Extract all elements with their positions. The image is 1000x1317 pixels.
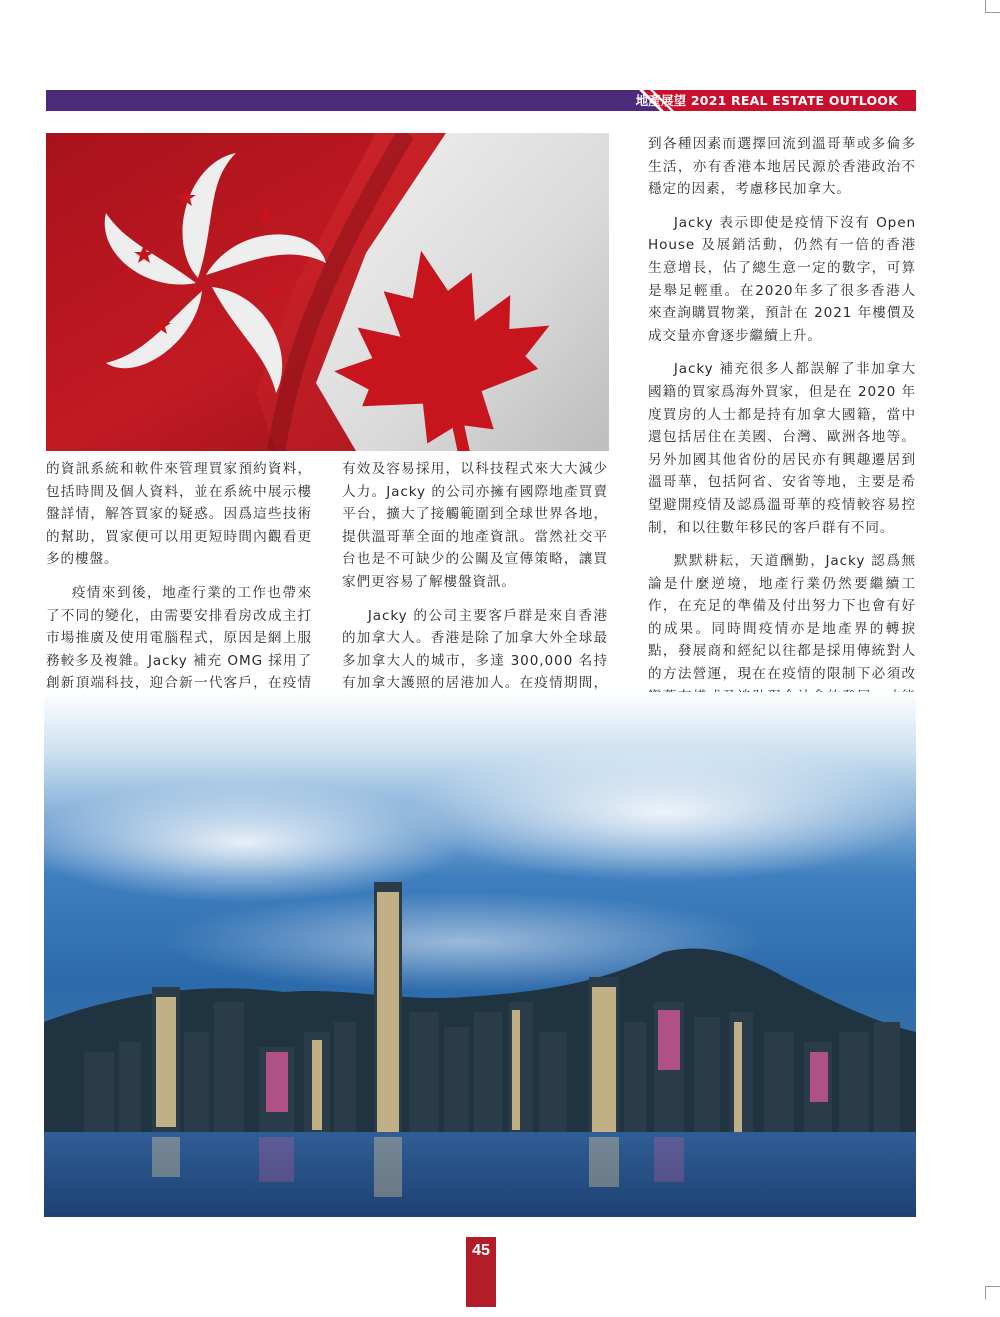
text-column-1 xyxy=(46,458,312,729)
header-title: 地產展望 2021 REAL ESTATE OUTLOOK xyxy=(635,93,898,108)
paragraph: Jacky 的公司主要客戶群是來自香港的加拿大人。香港是除了加拿大外全球最多加拿大人的城市，多達 300,000 名持有加拿大護照的居港加人。在疫情期間， xyxy=(342,607,608,692)
header-bar xyxy=(46,90,916,111)
paragraph: Jacky 表示即使是疫情下沒有 Open House 及展銷活動，仍然有一倍的香港生意增長，佔了總生意一定的數字，可算是舉足輕重。在2020年多了很多香港人來查詢購買物業，預計在 2021 年樓價及成交量亦會逐步繼續上升。 xyxy=(648,214,916,344)
paragraph: 的資訊系統和軟件來管理買家預約資料，包括時間及個人資料，並在系統中展示樓盤詳情，解答買家的疑惑。因爲這些技術的幫助，買家便可以用更短時間內觀看更多的樓盤。 xyxy=(46,461,312,568)
crop-mark-bottom-right xyxy=(985,1286,1000,1299)
paragraph: 到各種因素而選擇回流到溫哥華或多倫多生活，亦有香港本地居民源於香港政治不穩定的因素，考慮移民加拿大。 xyxy=(648,136,916,198)
page-number: 45 xyxy=(466,1237,496,1307)
crop-mark-top-right xyxy=(985,0,1000,13)
paragraph: 默默耕耘，天道酬勤，Jacky 認爲無論是什麼逆境，地產行業仍然要繼續工作，在充足的準備及付出努力下也會有好的成果。同時間疫情亦是地產界的轉捩點，發展商和經紀以往都是採用傳統對人的方法營運，現在在疫情的限制下必須改 xyxy=(648,553,916,683)
paragraph: 有效及容易採用，以科技程式來大大減少人力。Jacky 的公司亦擁有國際地產買賣平台，擴大了接觸範圍到全球世界各地，提供溫哥華全面的地產資訊。當然社交平台也是不可缺少的公關及宣傳策略，讓買家們更容易了解樓盤資訊。 xyxy=(342,461,608,590)
paragraph: 疫情來到後，地產行業的工作也帶來了不同的變化，由需要安排看房改成主打市場推廣及使用電腦程式，原因是網上服務較多及複雜。Jacky 補充 OMG 採用了創新頂端科技，迎合新一代客戶，在疫情 xyxy=(46,584,312,692)
text-column-3 xyxy=(648,133,916,742)
paragraph: Jacky 補充很多人都誤解了非加拿大國籍的買家爲海外買家，但是在 2020 年度買房的人士都是持有加拿大國籍，當中還包括居住在美國、台灣、歐洲各地等。另外加國其他省份的居民亦有興趣遷居到溫哥華，包括阿省、安省等地，主要是希望避開疫情及認爲溫哥華的疫情較容易控制，和以往數年移民的客戶群有不同。 xyxy=(648,361,916,536)
skyline-photo xyxy=(44,692,916,1217)
flags-photo xyxy=(46,133,609,451)
text-column-2 xyxy=(342,458,608,729)
